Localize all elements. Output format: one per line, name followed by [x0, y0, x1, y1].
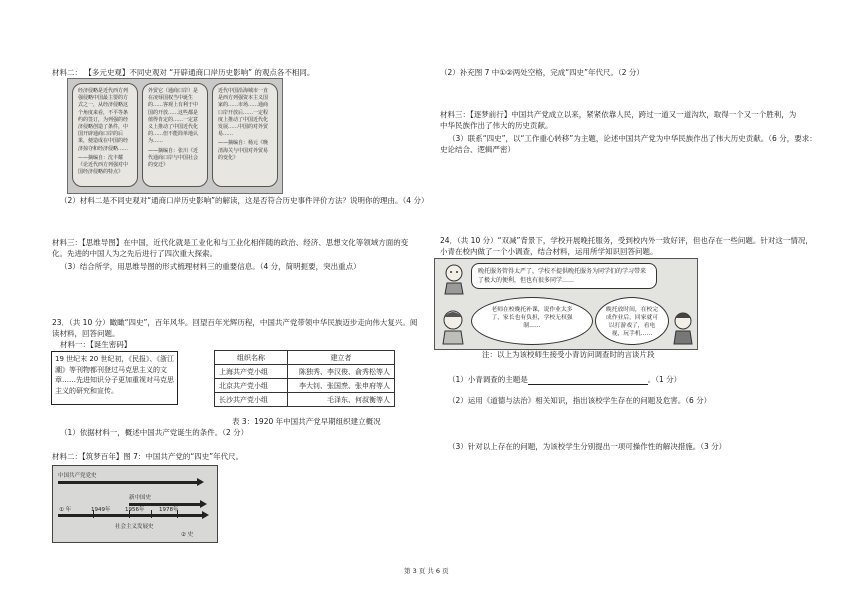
timeline-mark-1: ① 年: [59, 507, 72, 513]
cartoon-note: 注：以上为该校师生接受小青访问调查时的言谈片段: [482, 350, 655, 359]
viewpoint-card-2: [142, 83, 208, 187]
speech-bubble-top: 晚托服务管得太严了，学校不提供晚托服务为同学们的学习带来了极大的便利，但也有很多同学……: [471, 263, 657, 289]
material1-box: 19 世纪末 20 世纪初，《民报》、《浙江潮》等刊物都刊登过马克思主义的文章……先进知识分子更加重视对马克思主义的研究和宣传。: [51, 351, 178, 405]
timeline-bar-party: [58, 481, 198, 484]
org-table: [214, 350, 395, 407]
answer-blank[interactable]: [528, 376, 648, 385]
survey-cartoon: [434, 258, 698, 350]
speech-bubble-student: 晚托放时间，在校完成作业后，回家就可以打游戏了，看电视，玩手机……: [595, 297, 669, 345]
timeline-label-prc: 新中国史: [129, 495, 152, 501]
card-text: 近代中国沿海城市一直是西方列强资本主义国家的……市场……通商口岸开放后……一定程度上推动了中国近代化发展……中国的对外贸易……: [218, 88, 269, 138]
timeline-mark-3: 1956年: [125, 507, 145, 513]
arrow-icon: [200, 500, 207, 508]
material3-line1: 材料三：【思维导图】在中国，近代化就是工业化和与工业化相伴随的政治、经济、思想文化等领域方面的变: [52, 238, 409, 247]
table-cell: 长沙共产党小组: [215, 393, 288, 407]
table-caption: 表 3：1920 年中国共产党早期组织建立概况: [232, 417, 381, 426]
material2-photo: [67, 78, 283, 194]
timeline-tick: [151, 510, 152, 518]
question-3b-line1: （3）联系“四史”，以“工作重心转移”为主题，论述中国共产党为中华民族作出了伟大历史贡献。（6 分，要求：: [448, 134, 817, 143]
card-source: ——摘编自：杨元《晚清海关与中国对外贸易的变化》: [218, 140, 269, 161]
arrow-icon: [202, 511, 209, 519]
table-cell: 陈独秀、李汉俊、俞秀松等人: [288, 365, 395, 379]
table-row: [215, 393, 395, 407]
timeline-mark-2: 1949年: [91, 507, 111, 513]
student-figure-icon: [439, 263, 469, 295]
card-source: ——摘编自：沈丰耀《论近代西方列强对中国经济侵略的特点》: [78, 154, 129, 176]
timeline-label-party: 中国共产党党史: [58, 473, 97, 479]
material3b-line1: 材料三：【逐梦前行】中国共产党成立以来，紧紧依靠人民，跨过一道又一道沟坎，取得一个又一个胜利，为: [440, 110, 797, 119]
teacher-figure-icon: [439, 309, 467, 345]
table-cell: 上海共产党小组: [215, 365, 288, 379]
speech-bubble-teacher: 老师在校晚托补课，说作业太多了，家长也有负担，学校无权强制……: [471, 297, 593, 345]
card-source: ——摘编自：张川《近代通商口岸与中国社会的变迁》: [148, 147, 199, 169]
question-24-line2: 小青在校内做了一个小调查，结合材料，运用所学知识回答问题。: [440, 247, 658, 256]
table-cell: 北京共产党小组: [215, 379, 288, 393]
material1-label: 材料一：【诞生密码】: [60, 340, 132, 349]
question-24-1: [448, 375, 681, 385]
table-header: 建立者: [288, 351, 395, 365]
child-figure-icon: [671, 311, 695, 345]
viewpoint-card-3: [212, 83, 278, 187]
page-footer: 第 3 页 共 6 页: [404, 567, 449, 575]
question-24-1-tail: 。（1 分）: [647, 375, 682, 384]
table-row: [215, 379, 395, 393]
question-1: （1）依据材料一，概述中国共产党诞生的条件。（2 分）: [60, 428, 249, 437]
timeline-mark-4: 1978年: [159, 507, 179, 513]
question-24-3: （3）针对以上存在的问题，为该校学生分别提出一项可操作性的解决措施。（3 分）: [448, 442, 727, 451]
material3-line2: 化。先进的中国人为之先后进行了四次重大探索。: [52, 249, 217, 258]
timeline-label-end: ② 史: [181, 532, 194, 538]
question-2: （2）材料二是不同史观对“通商口岸历史影响”的解读，这是否符合历史事件评价方法？说明你的理由。（4 分）: [60, 196, 429, 205]
material2b-label: 材料二：【筑梦百年】图 7：中国共产党的“四史”年代尺。: [52, 452, 244, 461]
table-row: [215, 365, 395, 379]
material2-intro: 材料二： 【多元史观】不同史观对 “开辟通商口岸历史影响” 的观点各不相同。: [52, 68, 315, 77]
card-text: 外贸它（通商口岸）是在凌辱国权当中诞生的……客观上有利于中国的开放……这些都是值得肯定的……一定意义上推动了中国近代化的……但不能简单地认为……: [148, 88, 199, 145]
arrow-icon: [197, 478, 204, 486]
timeline-axis: [58, 514, 203, 517]
question-24-line1: 24．（共 10 分）“双减”背景下，学校开展晚托服务，受到校内外一致好评，但也存在一些问题。针对这一情况，: [440, 236, 813, 245]
table-cell: 李大钊、张国焘、张申府等人: [288, 379, 395, 393]
question-3b-line2: 史论结合、逻辑严密）: [440, 145, 515, 154]
viewpoint-card-1: [72, 83, 138, 187]
question-24-2: （2）运用《道德与法治》相关知识，指出该校学生存在的问题及危害。（6 分）: [448, 396, 712, 405]
timeline-label-socialism: 社会主义发展史: [115, 524, 154, 530]
question-24-1-text: （1）小青调查的主题是: [448, 375, 528, 384]
table-cell: 毛泽东、何叔衡等人: [288, 393, 395, 407]
material3b-line2: 中华民族作出了伟大的历史贡献。: [440, 121, 553, 130]
question-3: （3）结合所学，用思维导图的形式梳理材料三的重要信息。（4 分，简明扼要，突出重点）: [60, 262, 361, 271]
card-text: 经济侵略是近代西方列强侵略中国最主要的方式之一，从经济侵略这个角度来看，不平等条约的签订，为列强的经济侵略创造了条件，中国开辟通商口岸的后果，便造成在中国的经济掠夺和经济侵略……: [78, 88, 129, 152]
question-23-line2: 读材料，回答问题。: [52, 329, 120, 338]
question-2b: （2）补充图 7 中①②两处空格，完成“四史”年代尺。（2 分）: [440, 68, 644, 77]
question-23-line1: 23．（共 10 分）瞰瞰“四史”，百年风华。回望百年光辉历程，中国共产党带领中华民族迈步走向伟大复兴。阅: [52, 318, 418, 327]
timeline-figure: [52, 465, 218, 543]
table-header: 组织名称: [215, 351, 288, 365]
